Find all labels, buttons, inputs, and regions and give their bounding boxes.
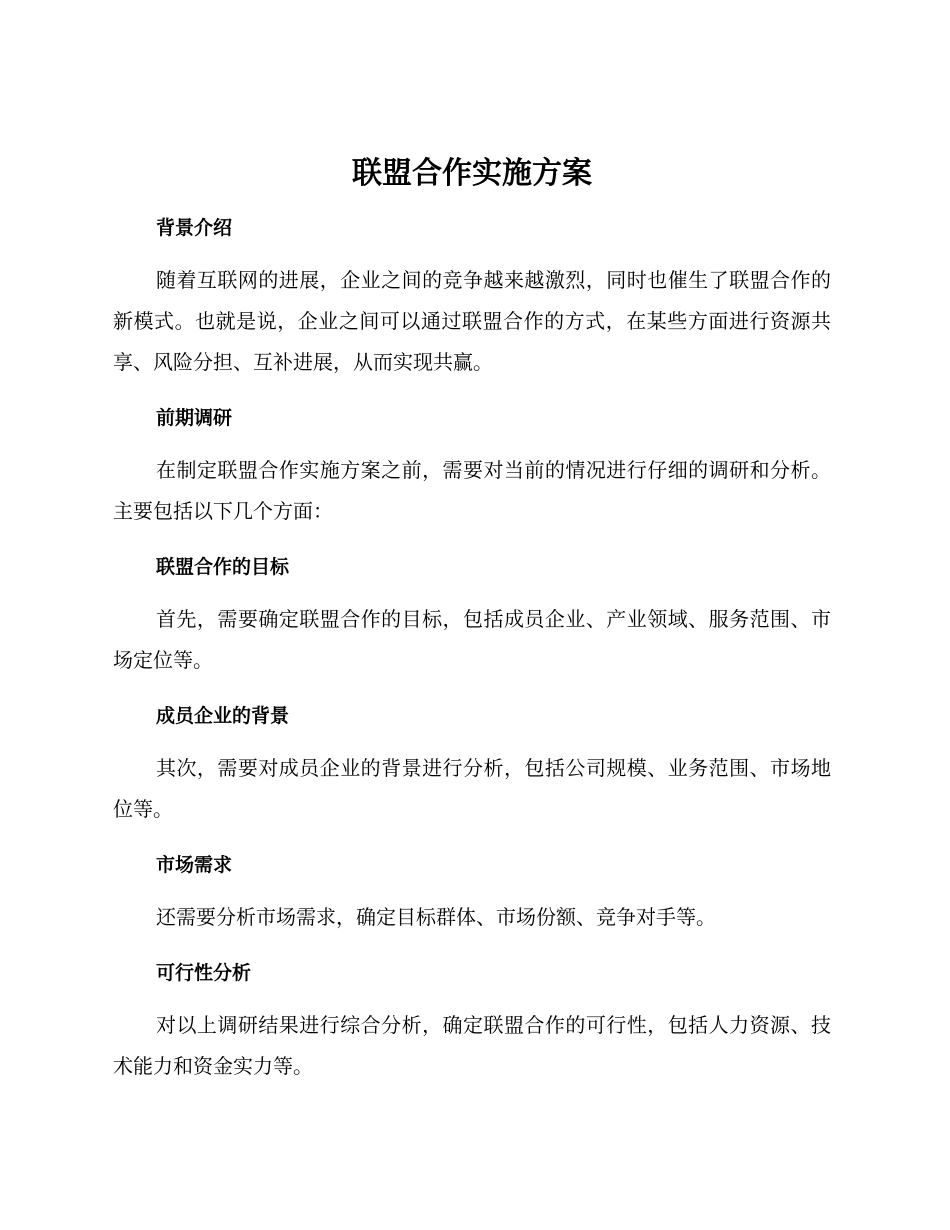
section-heading-goals: 联盟合作的目标 xyxy=(156,556,290,578)
document-page xyxy=(113,148,831,1087)
section-heading-research: 前期调研 xyxy=(156,407,233,429)
section-paragraph-feasibility: 对以上调研结果进行综合分析，确定联盟合作的可行性，包括人力资源、技术能力和资金实力等。 xyxy=(113,1013,831,1078)
section-heading-feasibility: 可行性分析 xyxy=(156,962,252,984)
section-paragraph-goals: 首先，需要确定联盟合作的目标，包括成员企业、产业领域、服务范围、市场定位等。 xyxy=(113,607,831,672)
section-paragraph-members: 其次，需要对成员企业的背景进行分析，包括公司规模、业务范围、市场地位等。 xyxy=(113,756,831,821)
section-paragraph-market-demand: 还需要分析市场需求，确定目标群体、市场份额、竞争对手等。 xyxy=(156,905,716,929)
section-heading-market-demand: 市场需求 xyxy=(156,854,233,876)
section-paragraph-background: 随着互联网的进展，企业之间的竞争越来越激烈，同时也催生了联盟合作的新模式。也就是说，企业之间可以通过联盟合作的方式，在某些方面进行资源共享、风险分担、互补进展，从而实现共赢。 xyxy=(113,268,831,374)
section-paragraph-research: 在制定联盟合作实施方案之前，需要对当前的情况进行仔细的调研和分析。主要包括以下几个方面： xyxy=(113,458,831,523)
document-title: 联盟合作实施方案 xyxy=(352,156,592,191)
section-heading-background: 背景介绍 xyxy=(156,217,233,239)
section-heading-members: 成员企业的背景 xyxy=(156,705,290,727)
